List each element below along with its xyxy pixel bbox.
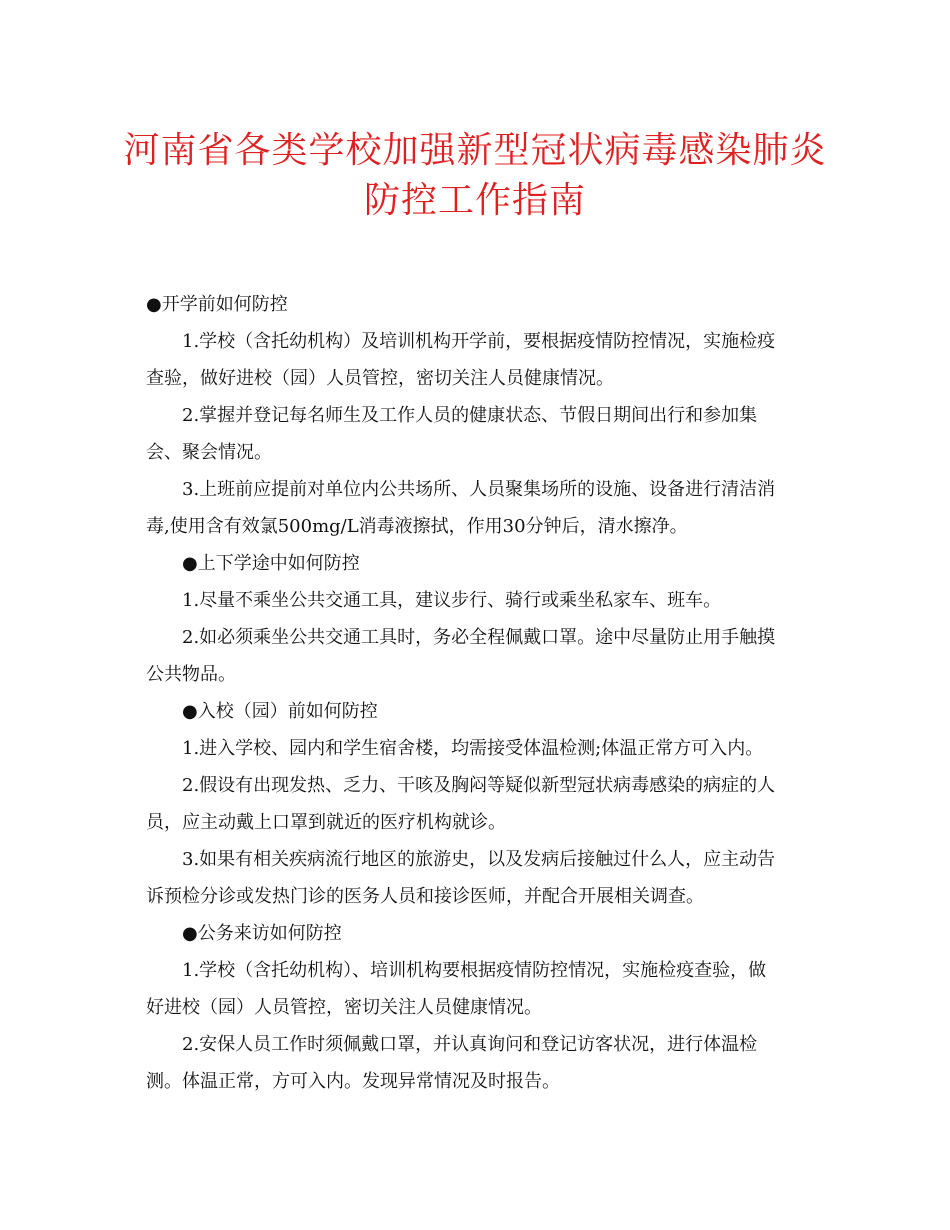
section-before-school <box>146 286 806 545</box>
paragraph-line: 员，应主动戴上口罩到就近的医疗机构就诊。 <box>146 812 506 833</box>
section-heading: ●开学前如何防控 <box>146 294 288 315</box>
paragraph-line: 公共物品。 <box>146 664 236 685</box>
paragraph-line: 3.如果有相关疾病流行地区的旅游史，以及发病后接触过什么人，应主动告 <box>182 849 776 870</box>
paragraph-line: 1.学校（含托幼机构）及培训机构开学前，要根据疫情防控情况，实施检疫 <box>182 331 776 352</box>
paragraph-line: 2.掌握并登记每名师生及工作人员的健康状态、节假日期间出行和参加集 <box>182 405 758 426</box>
title-line-2: 防控工作指南 <box>363 180 586 221</box>
paragraph-line: 1.进入学校、园内和学生宿舍楼，均需接受体温检测;体温正常方可入内。 <box>182 738 764 759</box>
document-title <box>100 126 850 226</box>
paragraph-line: 好进校（园）人员管控，密切关注人员健康情况。 <box>146 997 542 1018</box>
section-commute <box>146 545 806 693</box>
section-heading: ●公务来访如何防控 <box>182 923 342 944</box>
paragraph-line: 1.尽量不乘坐公共交通工具，建议步行、骑行或乘坐私家车、班车。 <box>182 590 722 611</box>
section-heading: ●入校（园）前如何防控 <box>182 701 378 722</box>
section-heading: ●上下学途中如何防控 <box>182 553 360 574</box>
paragraph-line: 2.如必须乘坐公共交通工具时，务必全程佩戴口罩。途中尽量防止用手触摸 <box>182 627 776 648</box>
paragraph-line: 毒,使用含有效氯500mg/L消毒液擦拭，作用30分钟后，清水擦净。 <box>146 516 688 537</box>
paragraph-line: 查验，做好进校（园）人员管控，密切关注人员健康情况。 <box>146 368 614 389</box>
section-official-visits <box>146 915 806 1100</box>
paragraph-line: 测。体温正常，方可入内。发现异常情况及时报告。 <box>146 1071 560 1092</box>
paragraph-line: 2.安保人员工作时须佩戴口罩，并认真询问和登记访客状况，进行体温检 <box>182 1034 758 1055</box>
title-line-1: 河南省各类学校加强新型冠状病毒感染肺炎 <box>123 130 827 171</box>
paragraph-line: 1.学校（含托幼机构）、培训机构要根据疫情防控情况，实施检疫查验，做 <box>182 960 767 981</box>
paragraph-line: 会、聚会情况。 <box>146 442 272 463</box>
paragraph-line: 3.上班前应提前对单位内公共场所、人员聚集场所的设施、设备进行清洁消 <box>182 479 776 500</box>
section-entering-campus <box>146 693 806 915</box>
document-body <box>146 286 806 1100</box>
paragraph-line: 诉预检分诊或发热门诊的医务人员和接诊医师，并配合开展相关调查。 <box>146 886 704 907</box>
paragraph-line: 2.假设有出现发热、乏力、干咳及胸闷等疑似新型冠状病毒感染的病症的人 <box>182 775 776 796</box>
